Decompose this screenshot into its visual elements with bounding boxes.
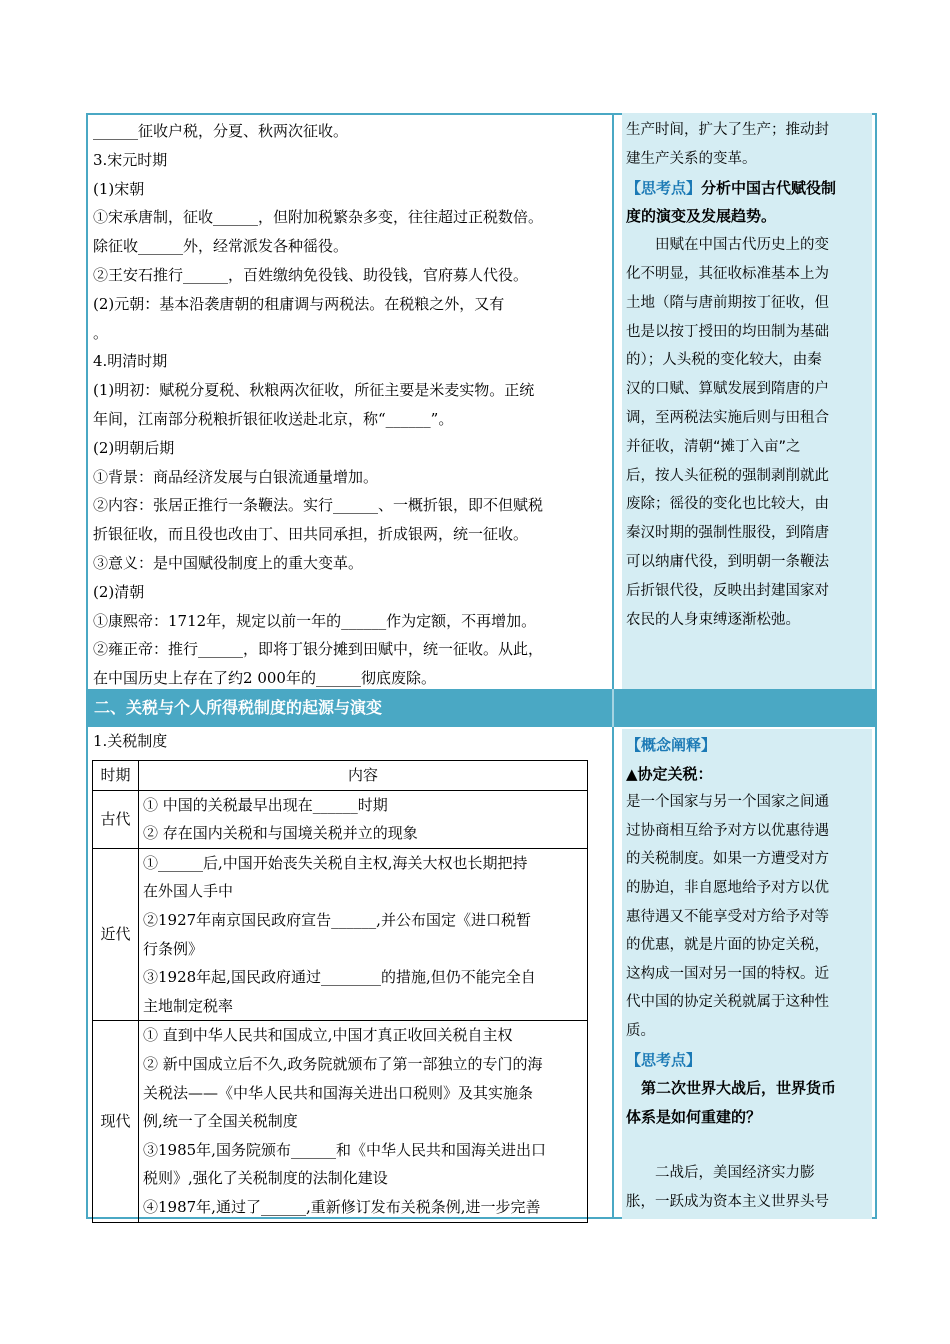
- think-heading: [626, 174, 868, 203]
- text-line: 也是以按丁授田的均田制为基础: [626, 323, 829, 340]
- cell-line: ① 中国的关税最早出现在______时期: [143, 795, 388, 814]
- text-line: 的关税制度。如果一方遭受对方: [626, 851, 829, 868]
- table-row: [93, 790, 588, 848]
- header-content: 内容: [139, 761, 588, 791]
- cell-line: ② 存在国内关税和与国境关税并立的现象: [143, 824, 418, 843]
- text-line: 年间，江南部分税粮折银征收送赴北京，称“______”。: [93, 409, 454, 428]
- text-line: 土地（隋与唐前期按丁征收，但: [626, 294, 829, 311]
- text-line: 调，至两税法实施后则与田租合: [626, 409, 829, 426]
- text-line: ③意义：是中国赋役制度上的重大变革。: [93, 553, 364, 572]
- period-cell: 近代: [93, 848, 139, 1021]
- text-line: 。: [93, 323, 109, 342]
- cell-line: ③1928年起,国民政府通过________的措施,但仍不能完全自: [143, 968, 536, 987]
- text-line: 这构成一国对另一国的特权。近: [626, 965, 829, 982]
- text-line: ①康熙帝：1712年，规定以前一年的______作为定额，不再增加。: [93, 611, 537, 630]
- think-label: 【思考点】: [626, 178, 702, 197]
- sidebar-note-1: [622, 113, 872, 689]
- text-line: ①背景：商品经济发展与白银流通量增加。: [93, 467, 379, 486]
- text-line: (1)宋朝: [93, 179, 145, 198]
- section-title: 1.关税制度: [93, 732, 168, 750]
- header-period: 时期: [93, 761, 139, 791]
- text-line: 二战后，美国经济实力膨: [655, 1165, 815, 1182]
- spacer: [626, 1131, 868, 1159]
- text-line: ②雍正帝：推行______，即将丁银分摊到田赋中，统一征收。从此，: [93, 640, 544, 659]
- content-cell: [139, 790, 588, 848]
- cell-line: 例,统一了全国关税制度: [143, 1112, 298, 1131]
- text-line: 汉的口赋、算赋发展到隋唐的户: [626, 381, 829, 398]
- cell-line: 行条例》: [143, 939, 204, 958]
- column-divider: [612, 113, 614, 1219]
- text-line: 的胁迫，非自愿地给予对方以优: [626, 879, 829, 896]
- text-line: 秦汉时期的强制性服役，到隋唐: [626, 525, 829, 542]
- text-line: 4.明清时期: [93, 352, 168, 371]
- think-question: 第二次世界大战后，世界货币: [641, 1079, 837, 1098]
- think-title: 分析中国古代赋役制: [701, 178, 837, 197]
- text-line: 在中国历史上存在了约2 000年的______彻底废除。: [93, 669, 436, 688]
- text-line: 农民的人身束缚逐渐松弛。: [626, 611, 800, 628]
- cell-line: ③1985年,国务院颁布______和《中华人民共和国海关进出口: [143, 1140, 546, 1159]
- text-line: ②内容：张居正推行一条鞭法。实行______、一概折银，即不但赋税: [93, 496, 544, 515]
- text-line: (1)明初：赋税分夏税、秋粮两次征收，所征主要是米麦实物。正统: [93, 381, 535, 400]
- cell-line: 在外国人手中: [143, 882, 234, 901]
- text-line: 代中国的协定关税就属于这种性: [626, 994, 829, 1011]
- content-cell: [139, 1021, 588, 1222]
- text-line: 的优惠，就是片面的协定关税，: [626, 937, 829, 954]
- text-line: 是一个国家与另一个国家之间通: [626, 794, 829, 811]
- text-line: 废除；徭役的变化也比较大，由: [626, 496, 829, 513]
- text-line: ______征收户税，分夏、秋两次征收。: [93, 122, 349, 140]
- cell-line: ②1927年南京国民政府宣告______,并公布国定《进口税暂: [143, 910, 531, 929]
- text-line: 折银征收，而且役也改由丁、田共同承担，折成银两，统一征收。: [93, 525, 529, 544]
- text-line: 的）；人头税的变化较大，由秦: [626, 352, 822, 369]
- text-line: (2)清朝: [93, 582, 145, 601]
- text-line: 3.宋元时期: [93, 150, 168, 169]
- text-line: 并征收，清朝“摊丁入亩”之: [626, 438, 801, 455]
- period-cell: 现代: [93, 1021, 139, 1222]
- text-line: 后折银代役，反映出封建国家对: [626, 582, 829, 599]
- cell-line: ①______后,中国开始丧失关税自主权,海关大权也长期把持: [143, 853, 528, 872]
- text-line: 建生产关系的变革。: [626, 150, 757, 167]
- table-header-row: [93, 761, 588, 791]
- concept-label: 【概念阐释】: [626, 736, 717, 754]
- text-line: ①宋承唐制，征收______，但附加税繁杂多变，往往超过正税数倍。: [93, 208, 544, 227]
- think-title-cont: 度的演变及发展趋势。: [626, 207, 777, 226]
- think-question-cont: 体系是如何重建的？: [626, 1107, 762, 1126]
- cell-line: 主地制定税率: [143, 996, 234, 1015]
- text-line: 除征收______外，经常派发各种徭役。: [93, 237, 349, 256]
- cell-line: ① 直到中华人民共和国成立,中国才真正收回关税自主权: [143, 1026, 513, 1045]
- text-line: ②王安石推行______，百姓缴纳免役钱、助役钱，官府募人代役。: [93, 265, 529, 284]
- cell-line: ② 新中国成立后不久,政务院就颁布了第一部独立的专门的海: [143, 1054, 543, 1073]
- text-line: 生产时间，扩大了生产；推动封: [626, 122, 829, 138]
- cell-line: 关税法——《中华人民共和国海关进出口税则》及其实施条: [143, 1083, 534, 1102]
- text-line: 可以纳庸代役，到明朝一条鞭法: [626, 553, 829, 570]
- text-line: (2)明朝后期: [93, 438, 175, 457]
- cell-line: 税则》,强化了关税制度的法制化建设: [143, 1169, 388, 1188]
- sidebar-note-2: [622, 729, 872, 1219]
- text-line: 化不明显，其征收标准基本上为: [626, 265, 829, 282]
- text-line: 惠待遇又不能享受对方给予对等: [626, 908, 829, 925]
- text-line: 过协商相互给予对方以优惠待遇: [626, 822, 829, 839]
- content-cell: [139, 848, 588, 1021]
- text-line: (2)元朝：基本沿袭唐朝的租庸调与两税法。在税粮之外，又有: [93, 294, 505, 313]
- table-row: [93, 1021, 588, 1222]
- tariff-table: [92, 760, 588, 1223]
- text-line: 胀，一跃成为资本主义世界头号: [626, 1193, 829, 1210]
- table-row: [93, 848, 588, 1021]
- cell-line: ④1987年,通过了______,重新修订发布关税条例,进一步完善: [143, 1197, 541, 1216]
- section-banner: 二、关税与个人所得税制度的起源与演变: [88, 689, 875, 727]
- text-line: 后，按人头征税的强制剥削就此: [626, 467, 829, 484]
- left-text-block-1: [93, 117, 609, 693]
- think-label: 【思考点】: [626, 1050, 702, 1069]
- text-line: 质。: [626, 1022, 655, 1039]
- banner-divider: [612, 689, 614, 727]
- text-line: 田赋在中国古代历史上的变: [655, 237, 829, 254]
- concept-term: ▲协定关税：: [626, 764, 713, 783]
- period-cell: 古代: [93, 790, 139, 848]
